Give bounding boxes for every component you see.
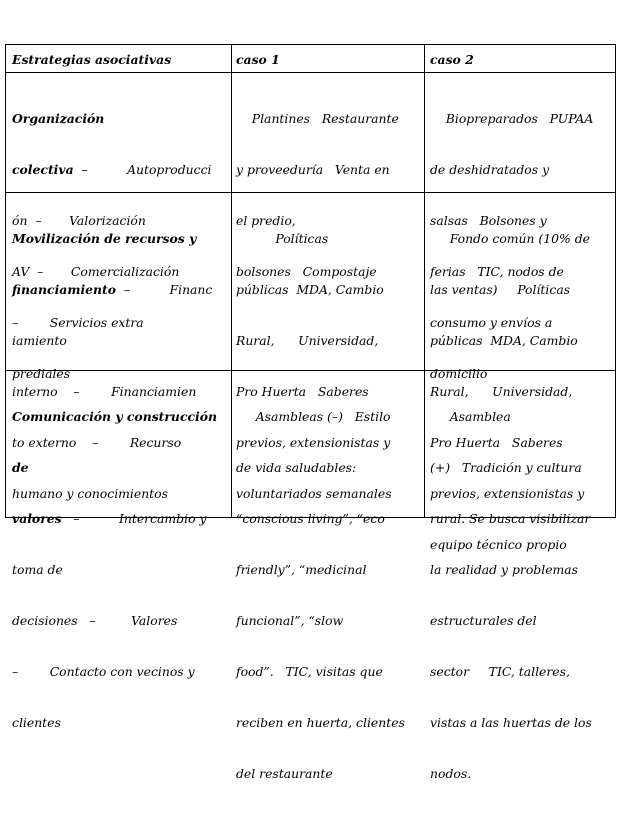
strategy-text: AV – Comercialización xyxy=(12,264,180,279)
strategy-line xyxy=(12,161,231,178)
strategy-title: Movilización de recursos y xyxy=(12,231,197,246)
caso-1-cell xyxy=(232,371,425,781)
cell-line: Asambleas (–) Estilo xyxy=(236,409,391,424)
strategy-line xyxy=(12,459,231,476)
cell-line: y proveeduría Venta en xyxy=(236,162,390,177)
strategy-text: humano y conocimientos xyxy=(12,486,168,501)
table-header-row xyxy=(6,45,615,73)
strategy-text: – Intercambio y xyxy=(61,511,207,526)
cell-line: Pro Huerta Saberes xyxy=(430,435,563,450)
strategy-text: – Servicios extra xyxy=(12,315,144,330)
cell-line: públicas MDA, Cambio xyxy=(430,333,578,348)
strategy-title: financiamiento xyxy=(12,282,117,297)
strategy-text: iamiento xyxy=(12,333,67,348)
strategy-text: interno – Financiamien xyxy=(12,384,197,399)
cell-line: Biopreparados PUPAA xyxy=(430,111,594,126)
strategy-text: prediales xyxy=(12,366,71,381)
strategy-text: decisiones – Valores xyxy=(12,613,178,628)
cell-line: estructurales del xyxy=(430,613,537,628)
cell-line: bolsones Compostaje xyxy=(236,264,377,279)
cell-line: friendly”, “medicinal xyxy=(236,562,367,577)
cell-line: rural. Se busca visibilizar xyxy=(430,511,591,526)
cell-line: “conscious living”, “eco xyxy=(236,511,385,526)
strategy-line xyxy=(12,663,231,680)
strategy-line xyxy=(12,510,231,527)
strategy-text: – Contacto con vecinos y xyxy=(12,664,195,679)
cell-line: funcional”, “slow xyxy=(236,613,344,628)
header-estrategias: Estrategias asociativas xyxy=(6,45,232,72)
cell-line: Rural, Universidad, xyxy=(236,333,379,348)
cell-line: nodos. xyxy=(430,766,472,781)
strategy-text: – Autoproducci xyxy=(73,162,212,177)
strategy-title: valores xyxy=(12,511,62,526)
cell-line: previos, extensionistas y xyxy=(430,486,585,501)
cell-line: Fondo común (10% de xyxy=(430,231,591,246)
strategies-table xyxy=(5,44,616,781)
cell-line: las ventas) Políticas xyxy=(430,282,571,297)
cell-line: el predio, xyxy=(236,213,296,228)
strategy-cell xyxy=(6,371,232,730)
strategy-line xyxy=(12,230,231,247)
strategy-line xyxy=(12,281,231,298)
cell-line: (+) Tradición y cultura xyxy=(430,460,582,475)
cell-line: del restaurante xyxy=(236,766,333,781)
strategy-text: ón – Valorización xyxy=(12,213,146,228)
strategy-line xyxy=(12,612,231,629)
strategy-text: – Financ xyxy=(116,282,213,297)
cell-line: vistas a las huertas de los xyxy=(430,715,592,730)
cell-line: previos, extensionistas y xyxy=(236,435,391,450)
cell-line: Pro Huerta Saberes xyxy=(236,384,369,399)
cell-line: de deshidratados y xyxy=(430,162,550,177)
strategy-line xyxy=(12,714,231,731)
cell-line: equipo técnico propio xyxy=(430,537,567,552)
cell-line: la realidad y problemas xyxy=(430,562,579,577)
strategy-text: toma de xyxy=(12,562,63,577)
strategy-title: de xyxy=(12,460,29,475)
cell-line: consumo y envíos a xyxy=(430,315,553,330)
strategy-title: Comunicación y construcción xyxy=(12,409,218,424)
cell-line: de vida saludables: xyxy=(236,460,357,475)
header-caso-1: caso 1 xyxy=(232,45,425,72)
strategy-text: clientes xyxy=(12,715,61,730)
strategy-line xyxy=(12,110,231,127)
cell-line: domicilio xyxy=(430,366,488,381)
strategy-text: to externo – Recurso xyxy=(12,435,182,450)
cell-line: food”. TIC, visitas que xyxy=(236,664,383,679)
cell-line: Políticas xyxy=(236,231,329,246)
strategy-title: Organización xyxy=(12,111,105,126)
strategy-line xyxy=(12,561,231,578)
cell-line: Asamblea xyxy=(430,409,511,424)
cell-line: ferias TIC, nodos de xyxy=(430,264,564,279)
strategy-title: colectiva xyxy=(12,162,74,177)
header-caso-2: caso 2 xyxy=(430,52,474,67)
strategy-line xyxy=(12,408,231,425)
cell-line: públicas MDA, Cambio xyxy=(236,282,384,297)
cell-line: reciben en huerta, clientes xyxy=(236,715,405,730)
cell-line: Rural, Universidad, xyxy=(430,384,573,399)
cell-line: sector TIC, talleres, xyxy=(430,664,570,679)
cell-line: salsas Bolsones y xyxy=(430,213,547,228)
cell-line: Plantines Restaurante xyxy=(236,111,399,126)
cell-line: voluntariados semanales xyxy=(236,486,392,501)
strategy-line xyxy=(12,332,231,349)
